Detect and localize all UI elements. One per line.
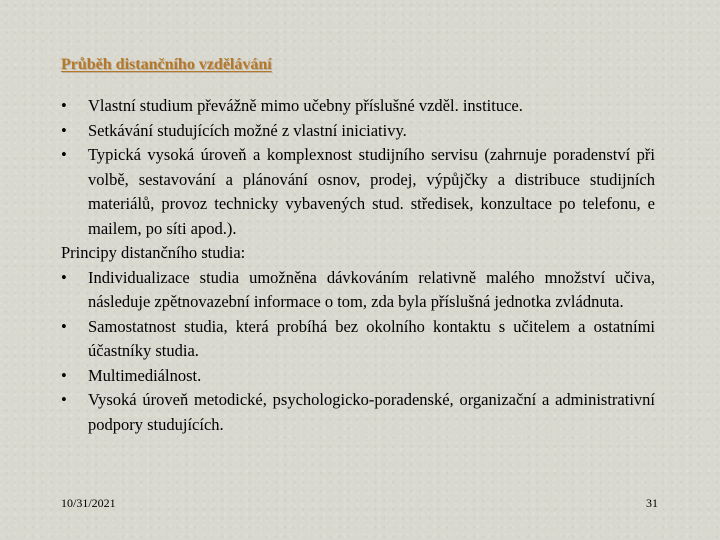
list-item: • Vlastní studium převážně mimo učebny příslušné vzděl. instituce. (61, 94, 655, 119)
principles-heading: Principy distančního studia: (61, 243, 246, 262)
list-item: • Typická vysoká úroveň a komplexnost studijního servisu (zahrnuje poradenství při volbě, sestavování a plánování osnov, prodej, výpůjčky a distribuce studijních materiálů, provoz technicky vybavených stud. středisek, konzultace po telefonu, e mailem, po síti apod.). (61, 143, 655, 241)
list-item: • Vysoká úroveň metodické, psychologicko-poradenské, organizační a administrativní podpory studujících. (61, 388, 655, 437)
footer-date: 10/31/2021 (61, 496, 116, 510)
bullet-list-course (61, 94, 655, 241)
bullet-list-principles (61, 266, 655, 438)
list-item: • Multimediálnost. (61, 364, 655, 389)
slide-content (61, 94, 655, 437)
list-item: • Setkávání studujících možné z vlastní iniciativy. (61, 119, 655, 144)
list-item: • Individualizace studia umožněna dávkováním relativně malého množství učiva, následuje zpětnovazební informace o tom, zda byla příslušná jednotka zvládnuta. (61, 266, 655, 315)
list-item: • Samostatnost studia, která probíhá bez okolního kontaktu s učitelem a ostatními účastníky studia. (61, 315, 655, 364)
slide-title: Průběh distančního vzdělávání (61, 56, 272, 73)
page-number: 31 (646, 496, 658, 510)
